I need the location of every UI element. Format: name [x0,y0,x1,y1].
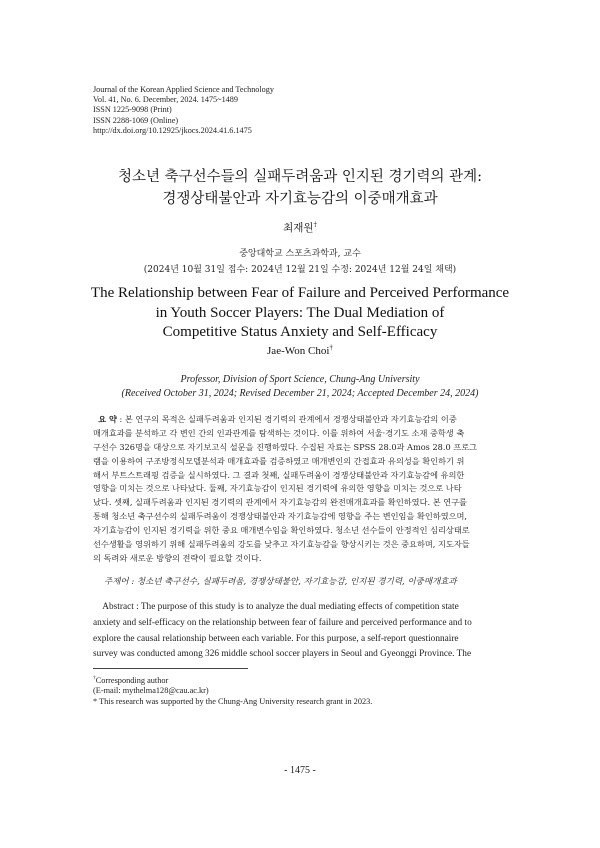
corresponding-mark: † [93,675,96,682]
english-abstract-line: anxiety and self-efficacy on the relationship between fear of failure and perceived performance and to [93,617,472,628]
korean-abstract-line: 자기효능감이 인지된 경기력을 위한 중요 매개변수임을 확인하였다. 청소년 선수들이 안정적인 심리상태로 [93,525,470,536]
english-title-line-1: The Relationship between Fear of Failure and Perceived Performance [90,285,510,301]
english-affiliation-block [0,373,600,401]
corresponding-author-note: †Corresponding author [93,675,169,685]
english-abstract-line: explore the causal relationship between each variable. For this purpose, a self-report questionnaire [93,633,459,644]
korean-keywords: 주제어 : 청소년 축구선수, 실패두려움, 경쟁상태불안, 자기효능감, 인지된 경기력, 이중매개효과 [104,577,457,587]
english-title [0,284,600,343]
footnote-divider [93,668,248,669]
korean-abstract [93,413,508,566]
korean-abstract-line: 해서 부트스트래핑 검증을 실시하였다. 그 결과 첫째, 실패두려움이 경쟁상태불안과 자기효능감에 유의한 [93,469,465,480]
korean-author-mark: † [313,220,317,229]
english-author [0,345,600,357]
journal-name: Journal of the Korean Applied Science and Technology [93,85,274,94]
english-abstract-label: Abstract [102,602,134,612]
korean-abstract-line: 요 약 : 본 연구의 목적은 실패두려움과 인지된 경기력의 관계에서 경쟁상태불안과 자기효능감의 이중 [98,414,457,424]
english-abstract-line: survey was conducted among 326 middle school soccer players in Seoul and Gyeonggi Province. The [93,649,472,660]
korean-abstract-line: 통해 청소년 축구선수의 실패두려움이 경쟁상태불안과 자기효능감에 영향을 주는 변인임을 확인하였으며, [93,511,468,522]
korean-title [0,166,600,210]
korean-abstract-line: 영향을 미치는 것으로 나타났다. 둘째, 자기효능감이 인지된 경기력에 유의한 영향을 미치는 것으로 나타 [93,483,462,494]
page-number: - 1475 - [284,765,316,776]
korean-abstract-line: 구선수 326명을 대상으로 자기보고식 설문을 진행하였다. 수집된 자료는 SPSS 28.0과 Amos 28.0 프로그 [93,441,478,452]
footnotes [93,676,372,707]
korean-abstract-label: 요 약 [98,414,117,424]
korean-title-line-2: 경쟁상태불안과 자기효능감의 이중매개효과 [162,191,438,207]
korean-abstract-line: 매개효과를 분석하고 각 변인 간의 인과관계를 탐색하는 것이다. 이를 위하여 서울·경기도 소재 중학생 축 [93,427,465,438]
english-author-mark: † [329,343,333,352]
korean-title-line-1: 청소년 축구선수들의 실패두려움과 인지된 경기력의 관계: [117,169,483,185]
english-title-line-2: in Youth Soccer Players: The Dual Mediation of [155,304,445,321]
journal-volume: Vol. 41, No. 6. December, 2024. 1475~1489 [93,95,238,105]
korean-dates: (2024년 10월 31일 접수: 2024년 12월 21일 수정: 2024년 12월 24일 채택) [143,265,457,275]
english-author-name: Jae-Won Choi [267,345,330,357]
english-abstract [93,600,508,663]
korean-abstract-line: 램을 이용하여 구조방정식모델분석과 매개효과를 검증하였고 매개변인의 간접효과 유의성을 확인하기 위 [93,455,465,466]
english-dates: (Received October 31, 2024; Revised December 21, 2024; Accepted December 24, 2024) [121,388,479,399]
english-affiliation: Professor, Division of Sport Science, Chung-Ang University [180,374,420,385]
grant-note: * This research was supported by the Chung-Ang University research grant in 2023. [93,696,373,706]
english-abstract-line: Abstract : The purpose of this study is to analyze the dual mediating effects of competition state [102,602,459,612]
journal-issn-online: ISSN 2288-1069 (Online) [93,115,179,125]
journal-header [93,85,274,136]
korean-abstract-line: 났다. 셋째, 실패두려움과 인지된 경기력의 관계에서 자기효능감의 완전매개효과를 확인하였다. 본 연구를 [93,497,467,508]
korean-affiliation: 중앙대학교 스포츠과학과, 교수 [239,249,361,259]
korean-affiliation-block [0,246,600,278]
korean-abstract-line: 의 독려와 새로운 방향의 전략이 필요할 것이다. [93,552,262,563]
journal-doi: http://dx.doi.org/10.12925/jkocs.2024.41.6.1475 [93,125,252,135]
korean-abstract-line: 선수생활을 영위하기 위해 실패두려움의 강도를 낮추고 자기효능감을 향상시키는 것은 중요하며, 지도자들 [93,539,470,550]
corresponding-email: (E-mail: mythelma128@cau.ac.kr) [93,686,209,696]
korean-author-name: 최재원 [283,222,314,234]
journal-issn-print: ISSN 1225-9098 (Print) [93,105,172,115]
korean-author [0,220,600,235]
english-title-line-3: Competitive Status Anxiety and Self-Efficacy [162,324,438,340]
